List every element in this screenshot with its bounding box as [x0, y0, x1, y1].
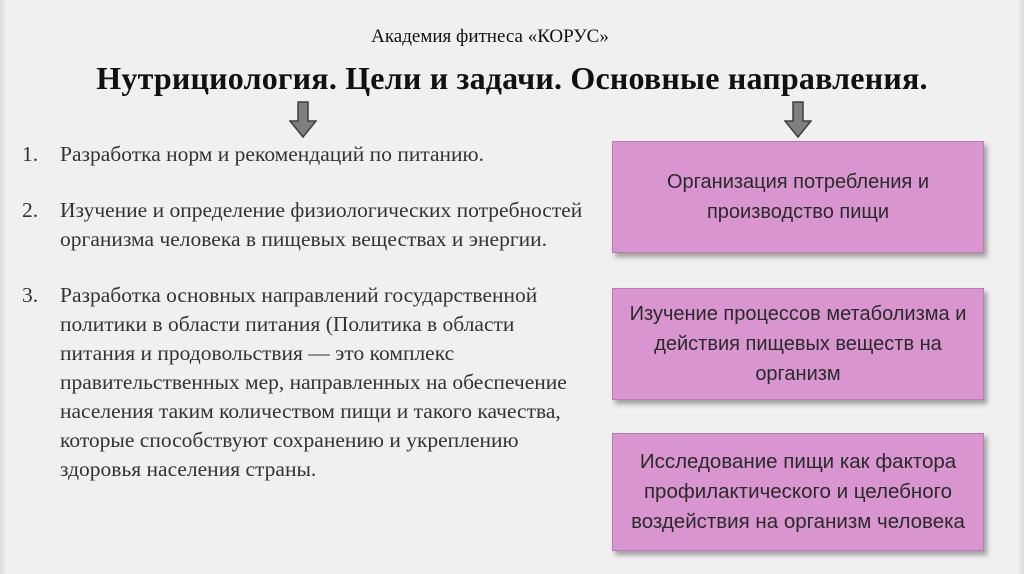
direction-box [612, 433, 984, 551]
arrow-down-icon [289, 101, 317, 139]
list-item-number: 3. [22, 283, 39, 307]
list-item-text: Разработка норм и рекомендаций по питанию. [60, 142, 484, 166]
list-item-text: Изучение и определение физиологических потребностей организма человека в пищевых веществах и энергии. [60, 198, 583, 251]
direction-text: Исследование пищи как фактора профилактического и целебного воздействия на организм человека [631, 450, 965, 533]
list-item-text: Разработка основных направлений государственной политики в области питания (Политика в области питания и продовольствия — это комплекс правительственных мер, направленных на обеспечение населения таким количеством пищи и такого качества, которые способствуют сохранению и укреплению здоровья населения страны. [60, 283, 567, 481]
list-item-number: 1. [22, 142, 39, 166]
organization-name: Академия фитнеса «КОРУС» [371, 26, 609, 47]
slide-title: Нутрициология. Цели и задачи. Основные направления. [96, 60, 928, 96]
direction-box [612, 141, 984, 253]
list-item [22, 196, 592, 254]
goals-list [22, 140, 592, 484]
list-item [22, 281, 592, 484]
list-item [22, 140, 592, 169]
arrow-down-icon [784, 101, 812, 139]
direction-text: Изучение процессов метаболизма и действия пищевых веществ на организм [629, 303, 967, 385]
direction-box [612, 288, 984, 400]
list-item-number: 2. [22, 198, 39, 222]
direction-text: Организация потребления и производство пищи [666, 171, 929, 223]
